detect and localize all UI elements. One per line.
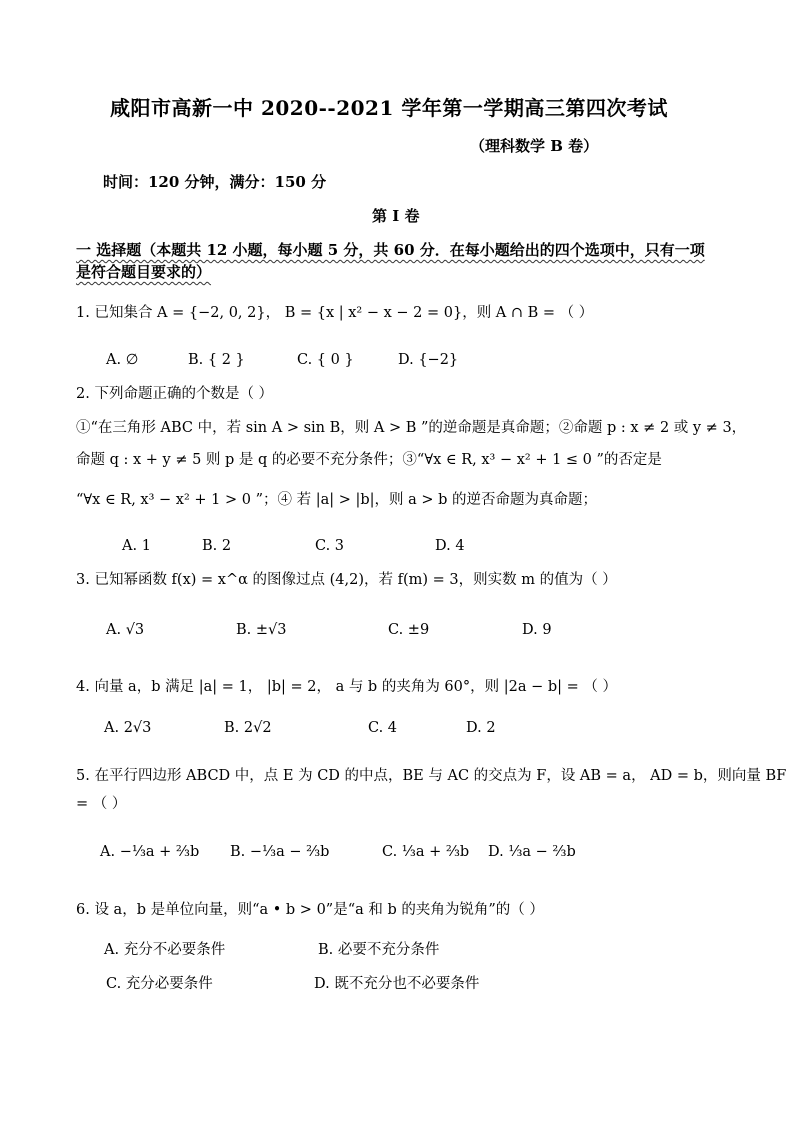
volume-heading: 第 I 卷 xyxy=(372,207,420,225)
question-2-option-a[interactable]: A. 1 xyxy=(122,538,151,554)
question-6-stem: 6. 设 a，b 是单位向量，则“a • b > 0”是“a 和 b 的夹角为锐角”的（ ） xyxy=(76,902,544,918)
question-4-option-a[interactable]: A. 2√3 xyxy=(104,720,152,736)
question-1-option-c[interactable]: C. { 0 } xyxy=(297,352,354,368)
question-3-option-b[interactable]: B. ±√3 xyxy=(236,622,287,638)
section-heading-line-2: 是符合题目要求的） xyxy=(76,263,212,281)
exam-subtitle: （理科数学 B 卷） xyxy=(470,137,599,155)
question-5-option-b[interactable]: B. −⅓a − ⅔b xyxy=(230,844,330,860)
question-6-option-d[interactable]: D. 既不充分也不必要条件 xyxy=(314,976,480,992)
question-2-option-d[interactable]: D. 4 xyxy=(435,538,465,554)
question-4-option-d[interactable]: D. 2 xyxy=(466,720,496,736)
question-1-option-b[interactable]: B. { 2 } xyxy=(188,352,245,368)
question-3-option-d[interactable]: D. 9 xyxy=(522,622,552,638)
question-2-line-2: ①“在三角形 ABC 中，若 sin A > sin B，则 A > B ”的逆命题是真命题；②命题 p : x ≠ 2 或 y ≠ 3， xyxy=(76,420,747,436)
question-1-option-a[interactable]: A. ∅ xyxy=(106,352,139,368)
section-heading-line-1: 一 选择题（本题共 12 小题，每小题 5 分，共 60 分．在每小题给出的四个选项中，只有一项 xyxy=(76,241,705,259)
question-5-option-d[interactable]: D. ⅓a − ⅔b xyxy=(488,844,576,860)
exam-time-score: 时间：120 分钟，满分：150 分 xyxy=(103,173,327,191)
question-4-option-b[interactable]: B. 2√2 xyxy=(224,720,272,736)
question-5-option-a[interactable]: A. −⅓a + ⅔b xyxy=(100,844,200,860)
question-3-stem: 3. 已知幂函数 f(x) = x^α 的图像过点 (4,2)，若 f(m) = 3，则实数 m 的值为（ ） xyxy=(76,572,617,588)
question-2-option-c[interactable]: C. 3 xyxy=(315,538,345,554)
question-6-option-b[interactable]: B. 必要不充分条件 xyxy=(318,942,440,958)
question-5-line-2: = （ ） xyxy=(76,796,127,812)
question-2-stem: 2. 下列命题正确的个数是（ ） xyxy=(76,386,274,402)
question-2-line-4: “∀x ∈ R, x³ − x² + 1 > 0 ”；④ 若 |a| > |b|，则 a > b 的逆否命题为真命题； xyxy=(76,492,598,508)
question-2-option-b[interactable]: B. 2 xyxy=(202,538,232,554)
question-1-option-d[interactable]: D. {−2} xyxy=(398,352,459,368)
question-5-stem: 5. 在平行四边形 ABCD 中，点 E 为 CD 的中点，BE 与 AC 的交点为 F，设 AB = a， AD = b，则向量 BF xyxy=(76,768,787,784)
question-1-stem: 1. 已知集合 A = {−2, 0, 2}， B = {x | x² − x − 2 = 0}，则 A ∩ B = （ ） xyxy=(76,305,594,321)
exam-title: 咸阳市高新一中 2020--2021 学年第一学期高三第四次考试 xyxy=(110,96,668,120)
question-4-option-c[interactable]: C. 4 xyxy=(368,720,398,736)
question-3-option-c[interactable]: C. ±9 xyxy=(388,622,430,638)
question-2-line-3: 命题 q : x + y ≠ 5 则 p 是 q 的必要不充分条件；③“∀x ∈ R, x³ − x² + 1 ≤ 0 ”的否定是 xyxy=(76,452,662,468)
question-6-option-a[interactable]: A. 充分不必要条件 xyxy=(104,942,226,958)
question-6-option-c[interactable]: C. 充分必要条件 xyxy=(106,976,213,992)
question-5-option-c[interactable]: C. ⅓a + ⅔b xyxy=(382,844,470,860)
question-3-option-a[interactable]: A. √3 xyxy=(106,622,145,638)
question-4-stem: 4. 向量 a，b 满足 |a| = 1， |b| = 2， a 与 b 的夹角为 60°，则 |2a − b| = （ ） xyxy=(76,679,618,695)
